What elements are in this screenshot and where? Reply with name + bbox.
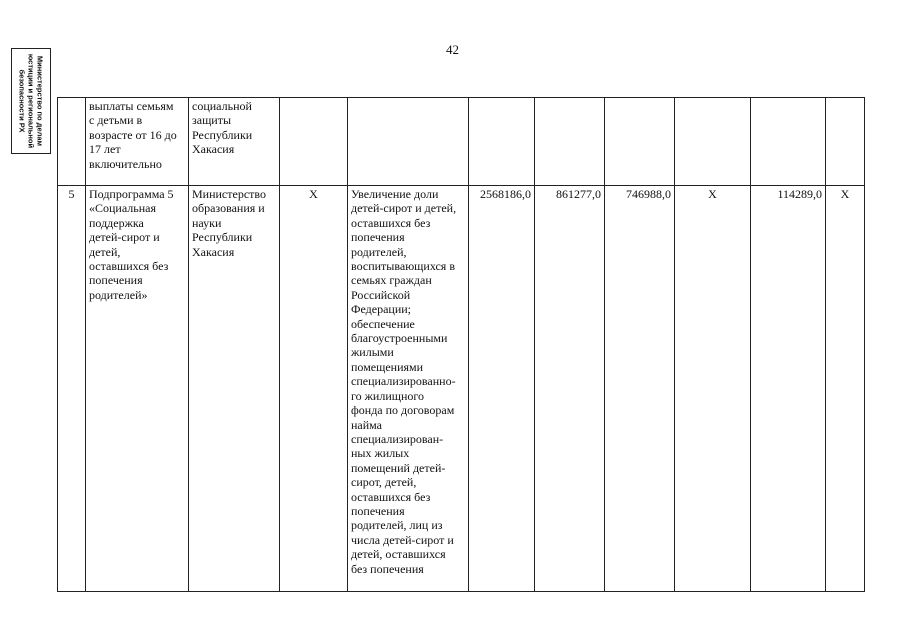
cell-value-2	[535, 98, 605, 186]
page-number: 42	[446, 42, 459, 57]
cell-executor: Министерство образования и науки Республики Хакасия	[189, 186, 280, 592]
table-row	[58, 98, 865, 186]
stamp-line-3: безопасности РХ	[17, 69, 27, 133]
cell-indicator: Увеличение доли детей-сирот и детей, оставшихся без попечения родителей, воспитывающихся в семьях граждан Российской Федерации; обеспечение благоустроенными жилыми помещениями специализированно- го жилищного фонда по договорам найма специализирован- ных жилых помещений детей- сирот, детей, оставшихся без попечения родителей, лиц из числа детей-сирот и детей, оставшихся без попечения	[348, 186, 469, 592]
cell-value-4	[675, 98, 751, 186]
cell-indicator	[348, 98, 469, 186]
cell-value-6: X	[826, 186, 865, 592]
cell-value-2: 861277,0	[535, 186, 605, 592]
cell-value-1: 2568186,0	[469, 186, 535, 592]
cell-name: Подпрограмма 5 «Социальная поддержка детей-сирот и детей, оставшихся без попечения родителей»	[86, 186, 189, 592]
cell-value-6	[826, 98, 865, 186]
stamp-line-2: юстиции и региональной	[26, 53, 36, 149]
program-table	[57, 97, 865, 592]
cell-number: 5	[58, 186, 86, 592]
cell-value-3: 746988,0	[605, 186, 675, 592]
cell-value-1	[469, 98, 535, 186]
cell-col3: X	[280, 186, 348, 592]
cell-executor: социальной защиты Республики Хакасия	[189, 98, 280, 186]
cell-value-5: 114289,0	[751, 186, 826, 592]
cell-value-4: X	[675, 186, 751, 592]
cell-number	[58, 98, 86, 186]
cell-name: выплаты семьям с детьми в возрасте от 16 до 17 лет включительно	[86, 98, 189, 186]
stamp-text	[18, 49, 45, 153]
stamp-line-1: Министерство по делам	[35, 55, 45, 147]
cell-col3	[280, 98, 348, 186]
cell-value-3	[605, 98, 675, 186]
cell-value-5	[751, 98, 826, 186]
registration-stamp	[11, 48, 51, 154]
table-row	[58, 186, 865, 592]
